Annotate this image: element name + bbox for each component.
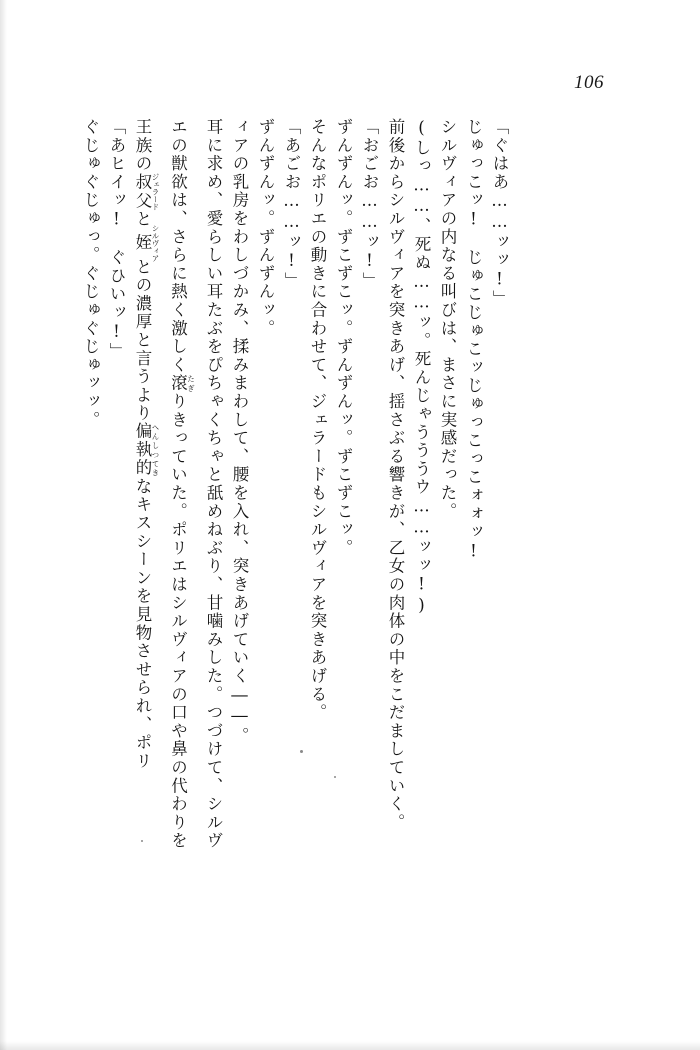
ruby-annotation: 滾 たぎ bbox=[168, 374, 196, 393]
page-edge-shadow bbox=[0, 0, 7, 1050]
ruby-annotation: 叔父 ジェラード bbox=[133, 172, 160, 211]
ruby-annotation: 姪 シルヴィア bbox=[133, 224, 160, 262]
text-column: 「おごお……ッ!」 bbox=[360, 118, 379, 291]
text-column: 「あごお……ッ!」 bbox=[282, 118, 301, 291]
text-column: 耳に求め、愛らしい耳たぶをぴちゃくちゃと舐めねぶり、甘噛みした。つづけて、シルヴ bbox=[204, 118, 223, 850]
text-column: ぐじゅぐじゅっ。ぐじゅぐじゅッッ。 bbox=[81, 118, 100, 430]
text-column: じゅっこッ! じゅこじゅこッじゅっこっこォォッ! bbox=[464, 118, 483, 563]
text-column: 王族の叔父 ジェラードと姪 シルヴィアとの濃厚と言うより偏執的 へんしつてきなキスシーンを見物させられ、ポリ bbox=[133, 118, 160, 771]
text-column: ィアの乳房をわしづかみ、揉みまわして、腰を入れ、突きあげていく――。 bbox=[230, 118, 249, 746]
text-column: 「あヒイッ! ぐひいッ!」 bbox=[107, 118, 126, 361]
text-column: エの獣欲は、さらに熱く激しく滾 たぎりきっていた。ポリエはシルヴィアの口や鼻の代わりを bbox=[168, 118, 196, 851]
text-column: そんなポリエの動きに合わせて、ジェラードもシルヴィアを突きあげる。 bbox=[308, 118, 327, 722]
paper-speck bbox=[300, 750, 303, 753]
text-column: (しっ……、死ぬ……ッ。死んじゃうううウ……ッッ!) bbox=[412, 118, 431, 617]
text-column: ずんずんッ。ずこずこッ。ずんずんッ。ずこずこッ。 bbox=[334, 118, 353, 558]
text-column: シルヴィアの内なる叫びは、まさに実感だった。 bbox=[438, 118, 457, 521]
page-number: 106 bbox=[574, 72, 604, 93]
text-column: ずんずんッ。ずんずんッ。 bbox=[256, 118, 275, 338]
page-bottom-shadow bbox=[0, 1041, 700, 1050]
paper-speck bbox=[334, 776, 336, 778]
text-column: 前後からシルヴィアを突きあげ、揺さぶる響きが、乙女の肉体の中をこだましていく。 bbox=[386, 118, 405, 832]
paper-speck bbox=[141, 840, 143, 842]
ruby-annotation: 偏執的 へんしつてき bbox=[133, 422, 160, 478]
vertical-text-body bbox=[72, 118, 612, 928]
text-column: 「ぐはあ……ッッ!」 bbox=[490, 118, 509, 309]
